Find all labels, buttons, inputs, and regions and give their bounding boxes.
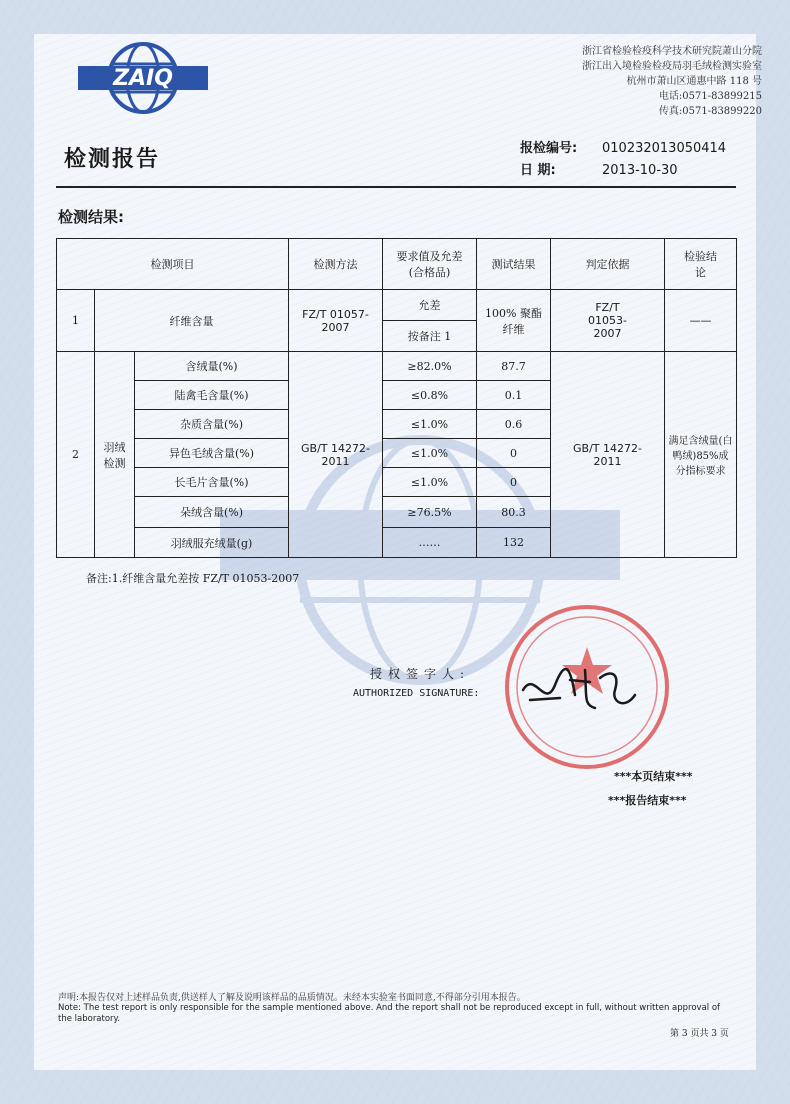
header-result: 测试结果 [477,239,551,290]
signature-label-en: AUTHORIZED SIGNATURE: [353,688,480,699]
header-conclusion: 检验结论 [665,239,737,290]
fiber-req-b: 按备注 1 [383,321,477,352]
down-item-req: ≤1.0% [383,439,477,468]
down-item-req: ≥76.5% [383,497,477,528]
down-item-result: 87.7 [477,352,551,381]
fiber-method: FZ/T 01057-2007 [289,290,383,352]
down-conclusion: 满足含绒量(白鸭绒)85%成分指标要求 [665,352,737,558]
down-item-result: 0 [477,439,551,468]
down-item-result: 0 [477,468,551,497]
header-method: 检测方法 [289,239,383,290]
lab-fax: 传真:0571-83899220 [658,106,762,117]
disclaimer-cn: 声明:本报告仅对上述样品负责,供送样人了解及说明该样品的品质情况。未经本实验室书面同意,不得部分引用本报告。 [58,993,526,1003]
down-group: 羽绒检测 [95,352,135,558]
title-divider [56,186,736,188]
header-requirement: 要求值及允差(合格品) [383,239,477,290]
zaiq-logo-icon [78,40,208,116]
down-item-result: 0.6 [477,410,551,439]
org-name: 浙江省检验检疫科学技术研究院萧山分院 [582,46,762,57]
page-number: 第 3 页共 3 页 [670,1029,729,1039]
down-item-result: 132 [477,528,551,558]
header-basis: 判定依据 [551,239,665,290]
down-method: GB/T 14272-2011 [289,352,383,558]
down-item-req: ≤1.0% [383,410,477,439]
table-note: 备注:1.纤维含量允差按 FZ/T 01053-2007 [86,572,300,585]
down-basis: GB/T 14272-2011 [551,352,665,558]
page-end-marker: ***本页结束*** [614,770,693,783]
lab-name: 浙江出入境检验检疫局羽毛绒检测实验室 [582,61,762,72]
down-item-result: 0.1 [477,381,551,410]
down-item-req: ≤1.0% [383,468,477,497]
down-item-req: ≤0.8% [383,381,477,410]
report-end-marker: ***报告结束*** [608,794,687,807]
report-number-label: 报检编号: [520,141,578,156]
fiber-conclusion: —— [665,290,737,352]
report-date: 2013-10-30 [602,163,678,178]
table-row [57,352,737,381]
results-table [56,238,737,558]
fiber-item: 纤维含量 [95,290,289,352]
down-item-name: 陆禽毛含量(%) [135,381,289,410]
fiber-result: 100% 聚酯纤维 [477,290,551,352]
down-item-name: 长毛片含量(%) [135,468,289,497]
fiber-basis: FZ/T 01053-2007 [551,290,665,352]
page-title: 检测报告 [64,147,161,172]
report-date-label: 日 期: [520,163,556,178]
disclaimer-en: Note: The test report is only responsible for the sample mentioned above. And the report shall not be reproduced except in full, without written approval of the laboratory. [58,1003,721,1024]
down-item-name: 朵绒含量(%) [135,497,289,528]
results-heading: 检测结果: [58,208,124,226]
signature-label-cn: 授权签字人: [370,667,471,681]
row-number: 1 [57,290,95,352]
logo-text: ZAIQ [113,66,173,91]
fiber-req-a: 允差 [383,290,477,321]
down-item-name: 异色毛绒含量(%) [135,439,289,468]
down-item-name: 含绒量(%) [135,352,289,381]
down-item-req: …… [383,528,477,558]
report-meta [520,138,726,182]
table-row [57,290,737,321]
row-number: 2 [57,352,95,558]
down-item-req: ≥82.0% [383,352,477,381]
lab-phone: 电话:0571-83899215 [658,91,762,102]
down-item-name: 杂质含量(%) [135,410,289,439]
lab-address: 杭州市萧山区通惠中路 118 号 [626,76,762,87]
down-item-result: 80.3 [477,497,551,528]
report-number: 010232013050414 [602,141,727,156]
lab-info [460,44,762,119]
down-item-name: 羽绒服充绒量(g) [135,528,289,558]
handwritten-signature-icon [515,650,655,720]
header-item: 检测项目 [57,239,289,290]
